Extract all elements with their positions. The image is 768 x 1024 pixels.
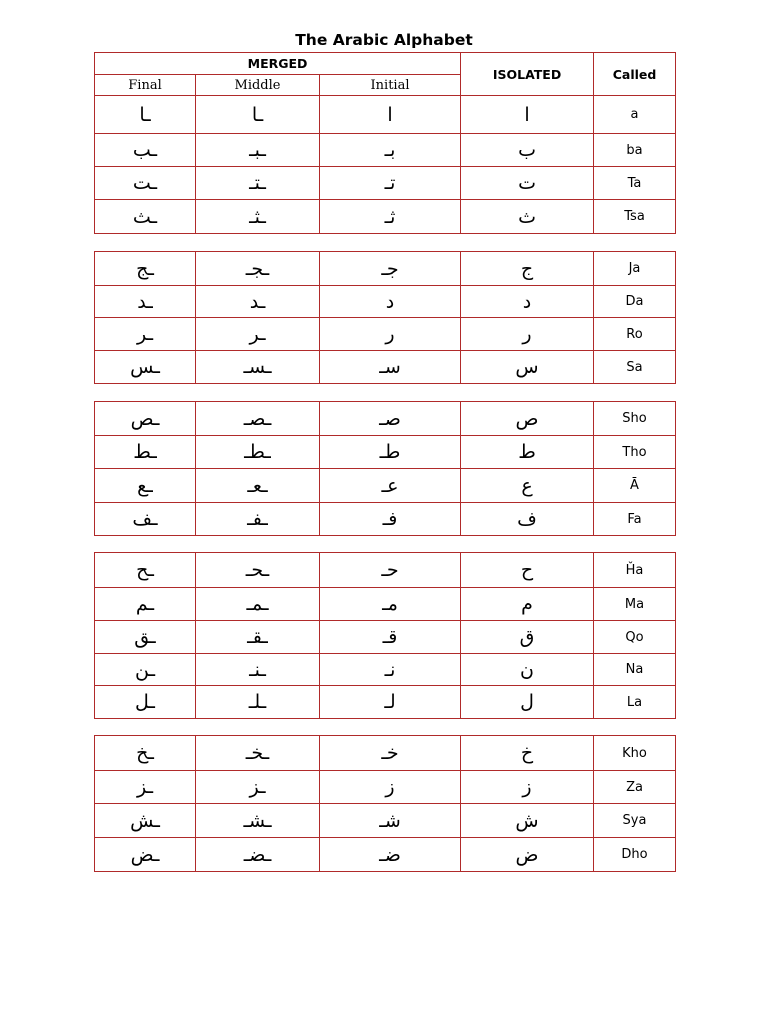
letter-name: Ja [594, 252, 676, 286]
letter-initial-form: جـ [320, 252, 461, 286]
letter-final-form: ـح [95, 553, 196, 588]
letter-middle-form: ـحـ [196, 553, 320, 588]
header-initial: Initial [320, 75, 461, 96]
letter-final-form: ـم [95, 588, 196, 621]
letter-row [95, 686, 676, 719]
letter-row [95, 469, 676, 503]
letter-name: La [594, 686, 676, 719]
letter-name: Ma [594, 588, 676, 621]
letter-final-form: ـج [95, 252, 196, 286]
letter-initial-form: عـ [320, 469, 461, 503]
letter-name: Da [594, 286, 676, 318]
letter-final-form: ـث [95, 200, 196, 234]
letter-initial-form: د [320, 286, 461, 318]
letter-isolated-form: ب [461, 134, 594, 167]
letter-initial-form: نـ [320, 654, 461, 686]
letter-initial-form: حـ [320, 553, 461, 588]
letter-final-form: ـد [95, 286, 196, 318]
letter-middle-form: ـر [196, 318, 320, 351]
letter-name: Na [594, 654, 676, 686]
letter-initial-form: بـ [320, 134, 461, 167]
letter-initial-form: صـ [320, 402, 461, 436]
letter-row [95, 553, 676, 588]
letter-isolated-form: ج [461, 252, 594, 286]
letter-name: Ta [594, 167, 676, 200]
header-final: Final [95, 75, 196, 96]
letter-final-form: ـط [95, 436, 196, 469]
letter-isolated-form: ح [461, 553, 594, 588]
letter-middle-form: ـلـ [196, 686, 320, 719]
letter-initial-form: شـ [320, 804, 461, 838]
letter-final-form: ـا [95, 96, 196, 134]
letter-row [95, 588, 676, 621]
letter-row [95, 436, 676, 469]
letter-initial-form: ر [320, 318, 461, 351]
alphabet-table-block-2 [94, 251, 676, 384]
letter-middle-form: ـصـ [196, 402, 320, 436]
letter-middle-form: ـشـ [196, 804, 320, 838]
letter-final-form: ـش [95, 804, 196, 838]
letter-row [95, 402, 676, 436]
header-called: Called [594, 53, 676, 96]
letter-row [95, 654, 676, 686]
alphabet-table-block-5 [94, 735, 676, 872]
letter-isolated-form: ق [461, 621, 594, 654]
letter-isolated-form: ر [461, 318, 594, 351]
alphabet-table-block-1 [94, 52, 676, 234]
letter-row [95, 736, 676, 771]
letter-final-form: ـع [95, 469, 196, 503]
letter-name: Dho [594, 838, 676, 872]
letter-row [95, 286, 676, 318]
header-middle: Middle [196, 75, 320, 96]
letter-final-form: ـض [95, 838, 196, 872]
letter-middle-form: ـد [196, 286, 320, 318]
header-isolated: ISOLATED [461, 53, 594, 96]
letter-isolated-form: ض [461, 838, 594, 872]
letter-row [95, 134, 676, 167]
letter-final-form: ـق [95, 621, 196, 654]
letter-middle-form: ـضـ [196, 838, 320, 872]
letter-name: Za [594, 771, 676, 804]
letter-initial-form: تـ [320, 167, 461, 200]
letter-row [95, 252, 676, 286]
letter-final-form: ـف [95, 503, 196, 536]
letter-middle-form: ـمـ [196, 588, 320, 621]
header-merged: MERGED [95, 53, 461, 75]
letter-final-form: ـت [95, 167, 196, 200]
letter-name: Sho [594, 402, 676, 436]
letter-isolated-form: ث [461, 200, 594, 234]
letter-row [95, 771, 676, 804]
letter-name: Kho [594, 736, 676, 771]
letter-name: Ā [594, 469, 676, 503]
letter-row [95, 200, 676, 234]
letter-initial-form: مـ [320, 588, 461, 621]
letter-name: Ro [594, 318, 676, 351]
letter-name: Fa [594, 503, 676, 536]
letter-middle-form: ـخـ [196, 736, 320, 771]
letter-initial-form: خـ [320, 736, 461, 771]
letter-initial-form: لـ [320, 686, 461, 719]
letter-row [95, 804, 676, 838]
letter-row [95, 503, 676, 536]
letter-name: ba [594, 134, 676, 167]
letter-initial-form: ز [320, 771, 461, 804]
alphabet-table-block-4 [94, 552, 676, 719]
letter-isolated-form: د [461, 286, 594, 318]
letter-row [95, 167, 676, 200]
letter-isolated-form: س [461, 351, 594, 384]
letter-isolated-form: ل [461, 686, 594, 719]
letter-isolated-form: ص [461, 402, 594, 436]
letter-row [95, 318, 676, 351]
letter-middle-form: ـقـ [196, 621, 320, 654]
letter-initial-form: طـ [320, 436, 461, 469]
letter-final-form: ـب [95, 134, 196, 167]
letter-final-form: ـس [95, 351, 196, 384]
letter-final-form: ـخ [95, 736, 196, 771]
letter-middle-form: ـنـ [196, 654, 320, 686]
letter-row [95, 96, 676, 134]
letter-isolated-form: ع [461, 469, 594, 503]
letter-final-form: ـر [95, 318, 196, 351]
letter-middle-form: ـثـ [196, 200, 320, 234]
letter-isolated-form: ت [461, 167, 594, 200]
letter-middle-form: ـطـ [196, 436, 320, 469]
letter-initial-form: قـ [320, 621, 461, 654]
letter-final-form: ـل [95, 686, 196, 719]
letter-middle-form: ـعـ [196, 469, 320, 503]
letter-middle-form: ـز [196, 771, 320, 804]
letter-final-form: ـن [95, 654, 196, 686]
letter-initial-form: فـ [320, 503, 461, 536]
letter-name: Sa [594, 351, 676, 384]
letter-isolated-form: خ [461, 736, 594, 771]
letter-isolated-form: ف [461, 503, 594, 536]
letter-isolated-form: ز [461, 771, 594, 804]
page-title: The Arabic Alphabet [295, 31, 473, 49]
letter-middle-form: ـبـ [196, 134, 320, 167]
letter-isolated-form: ش [461, 804, 594, 838]
letter-initial-form: ثـ [320, 200, 461, 234]
letter-row [95, 621, 676, 654]
letter-row [95, 838, 676, 872]
letter-row [95, 351, 676, 384]
letter-isolated-form: ا [461, 96, 594, 134]
letter-final-form: ـص [95, 402, 196, 436]
letter-isolated-form: ط [461, 436, 594, 469]
letter-isolated-form: ن [461, 654, 594, 686]
letter-name: Ȟa [594, 553, 676, 588]
letter-name: Tsa [594, 200, 676, 234]
letter-middle-form: ـفـ [196, 503, 320, 536]
letter-middle-form: ـجـ [196, 252, 320, 286]
letter-name: a [594, 96, 676, 134]
letter-middle-form: ـا [196, 96, 320, 134]
alphabet-table-block-3 [94, 401, 676, 536]
letter-name: Sya [594, 804, 676, 838]
letter-name: Qo [594, 621, 676, 654]
letter-final-form: ـز [95, 771, 196, 804]
letter-middle-form: ـتـ [196, 167, 320, 200]
letter-isolated-form: م [461, 588, 594, 621]
letter-initial-form: ا [320, 96, 461, 134]
letter-initial-form: سـ [320, 351, 461, 384]
letter-initial-form: ضـ [320, 838, 461, 872]
letter-middle-form: ـسـ [196, 351, 320, 384]
letter-name: Tho [594, 436, 676, 469]
